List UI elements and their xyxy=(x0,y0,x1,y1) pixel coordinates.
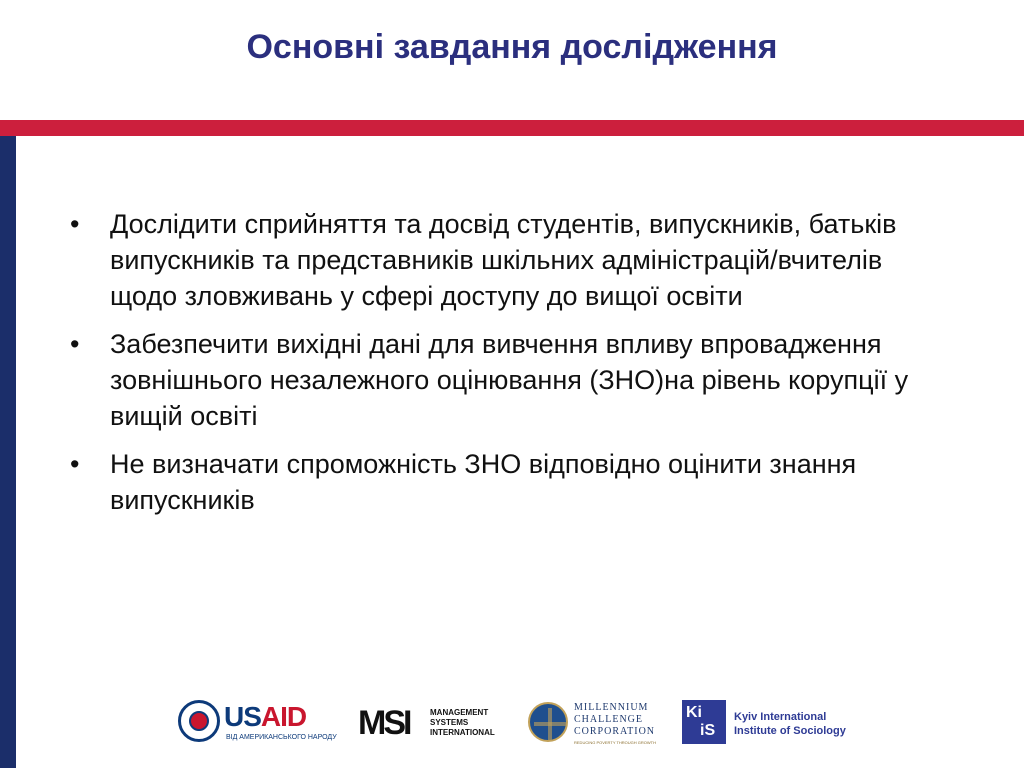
mcc-line: CORPORATION xyxy=(574,726,656,737)
usaid-us: US xyxy=(224,701,261,732)
kiis-mark-a: Ki xyxy=(686,704,702,721)
usaid-aid: AID xyxy=(260,701,307,732)
list-item xyxy=(70,206,950,314)
kiis-logo xyxy=(682,698,872,748)
side-accent-bar xyxy=(0,136,16,768)
mcc-logo xyxy=(526,698,671,750)
list-item xyxy=(70,446,950,518)
mcc-line: CHALLENGE xyxy=(574,714,643,725)
list-item xyxy=(70,326,950,434)
bullet-list xyxy=(70,206,950,530)
usaid-logo xyxy=(178,698,337,748)
msi-line: INTERNATIONAL xyxy=(430,728,495,737)
slide-title: Основні завдання дослідження xyxy=(246,28,778,66)
globe-icon xyxy=(528,702,568,742)
kiis-mark-icon xyxy=(682,700,726,744)
msi-mark: MSI xyxy=(358,704,410,742)
kiis-mark-b: iS xyxy=(700,722,716,739)
bullet-text: Не визначати спроможність ЗНО відповідно оцінити знання випускників xyxy=(110,449,857,515)
msi-line: MANAGEMENT xyxy=(430,708,489,717)
bullet-icon: • xyxy=(70,449,80,479)
msi-line: SYSTEMS xyxy=(430,718,469,727)
kiis-line: Kyiv International xyxy=(734,711,827,723)
bullet-text: Забезпечити вихідні дані для вивчення впливу впровадження зовнішнього незалежного оцінювання (ЗНО)на рівень корупції у вищій освіті xyxy=(110,329,909,431)
mcc-tagline: REDUCING POVERTY THROUGH GROWTH xyxy=(574,740,657,745)
usaid-tagline: ВІД АМЕРИКАНСЬКОГО НАРОДУ xyxy=(226,734,337,741)
header-divider xyxy=(0,120,1024,136)
usaid-seal-icon xyxy=(178,700,220,742)
msi-logo xyxy=(358,704,508,744)
mcc-line: MILLENNIUM xyxy=(574,702,649,713)
footer-logos xyxy=(0,690,1024,760)
kiis-line: Institute of Sociology xyxy=(734,725,846,737)
bullet-text: Дослідити сприйняття та досвід студентів, випускників, батьків випускників та представників шкільних адміністрацій/вчителів щодо зловживань у сфері доступу до вищої освіти xyxy=(110,209,897,311)
bullet-icon: • xyxy=(70,329,80,359)
bullet-icon: • xyxy=(70,209,80,239)
